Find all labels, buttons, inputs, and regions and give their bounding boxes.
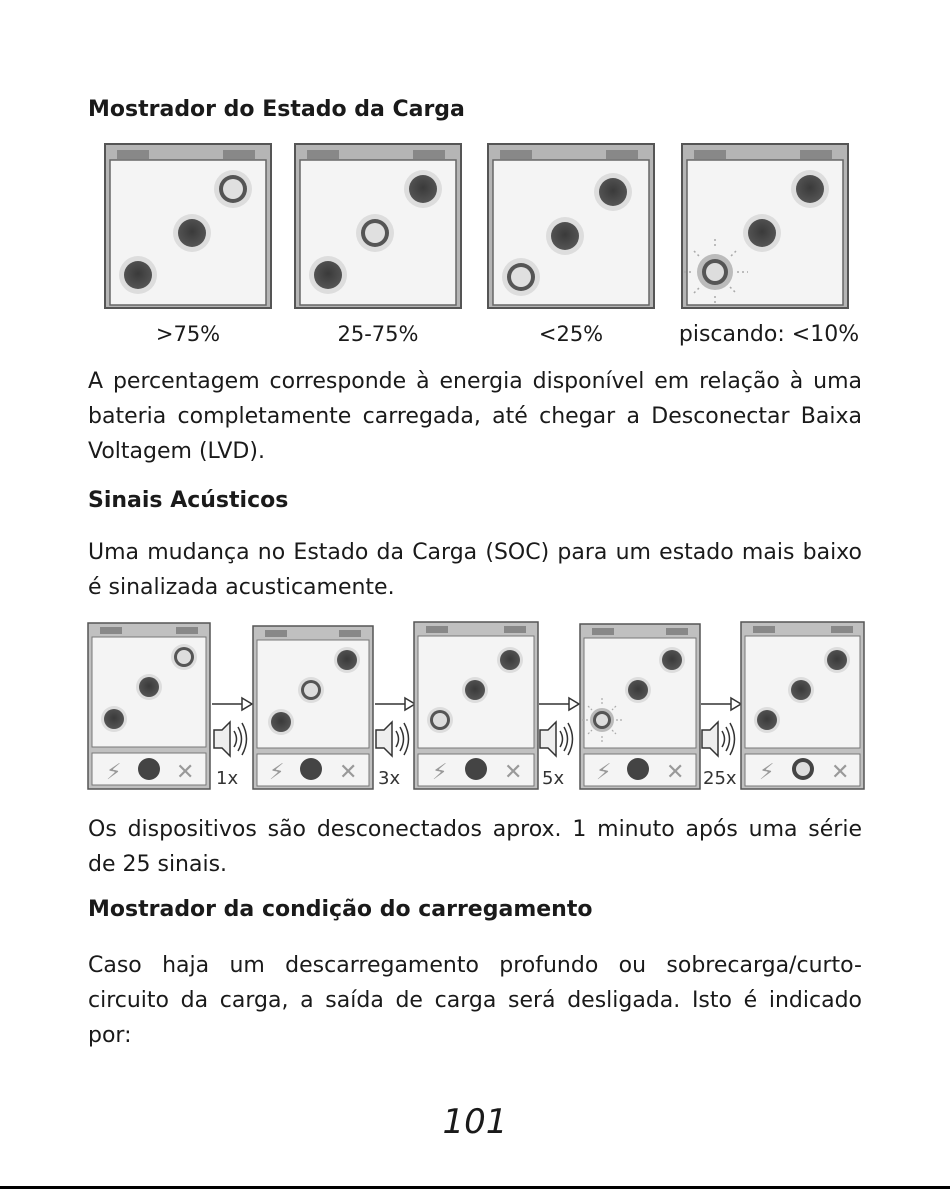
section-heading-charge-condition: Mostrador da condição do carregamento [88,897,593,922]
svg-text:✕: ✕ [339,760,358,785]
disconnect-note [88,812,862,882]
text-line: Os dispositivos são desconectados aprox. 1 minuto após uma série [88,817,862,842]
acoustic-sequence-figure [0,618,950,794]
svg-text:✕: ✕ [666,760,685,785]
text-line: por: [88,1023,132,1048]
svg-text:⚡: ⚡ [596,760,612,785]
label-above-75: >75% [155,322,221,346]
text-line: Caso haja um descarregamento profundo ou sobrecarga/curto- [88,953,862,978]
text-line: é sinalizada acusticamente. [88,575,395,600]
section-heading-acoustic: Sinais Acústicos [88,488,289,513]
sequence-step-4 [580,624,700,789]
svg-text:✕: ✕ [504,760,523,785]
soc-description [88,364,862,469]
beep-count-4: 25x [703,768,737,789]
sequence-step-5 [741,622,864,789]
soc-panel-25-75 [295,144,461,308]
svg-text:⚡: ⚡ [759,760,775,785]
text-line: de 25 sinais. [88,852,228,877]
acoustic-description [88,535,862,605]
section-heading-soc: Mostrador do Estado da Carga [88,97,465,122]
soc-panel-above-75 [105,144,271,308]
soc-panel-below-25 [488,144,654,308]
svg-text:⚡: ⚡ [269,760,285,785]
label-below-25: <25% [538,322,604,346]
text-line: Uma mudança no Estado da Carga (SOC) para um estado mais baixo [88,540,862,565]
page-number: 101 [442,1102,508,1142]
text-line: circuito da carga, a saída de carga será desligada. Isto é indicado [88,988,862,1013]
text-line: bateria completamente carregada, até chegar a Desconectar Baixa [88,404,862,429]
sequence-step-2 [253,626,373,789]
beep-count-2: 3x [378,768,401,789]
sequence-step-3 [414,622,538,789]
label-blinking: piscando: <10% [678,322,860,347]
beep-count-1: 1x [216,768,239,789]
charge-condition-description [88,948,862,1053]
svg-text:✕: ✕ [176,760,195,785]
beep-count-3: 5x [542,768,565,789]
text-line: Voltagem (LVD). [88,439,265,464]
svg-text:✕: ✕ [831,760,850,785]
label-25-75: 25-75% [337,322,419,346]
sequence-step-1 [88,623,210,789]
svg-text:⚡: ⚡ [106,760,122,785]
svg-text:⚡: ⚡ [432,760,448,785]
soc-panel-blinking [682,144,848,308]
text-line: A percentagem corresponde à energia disponível em relação à uma [88,369,862,394]
soc-display-figures [0,140,950,312]
